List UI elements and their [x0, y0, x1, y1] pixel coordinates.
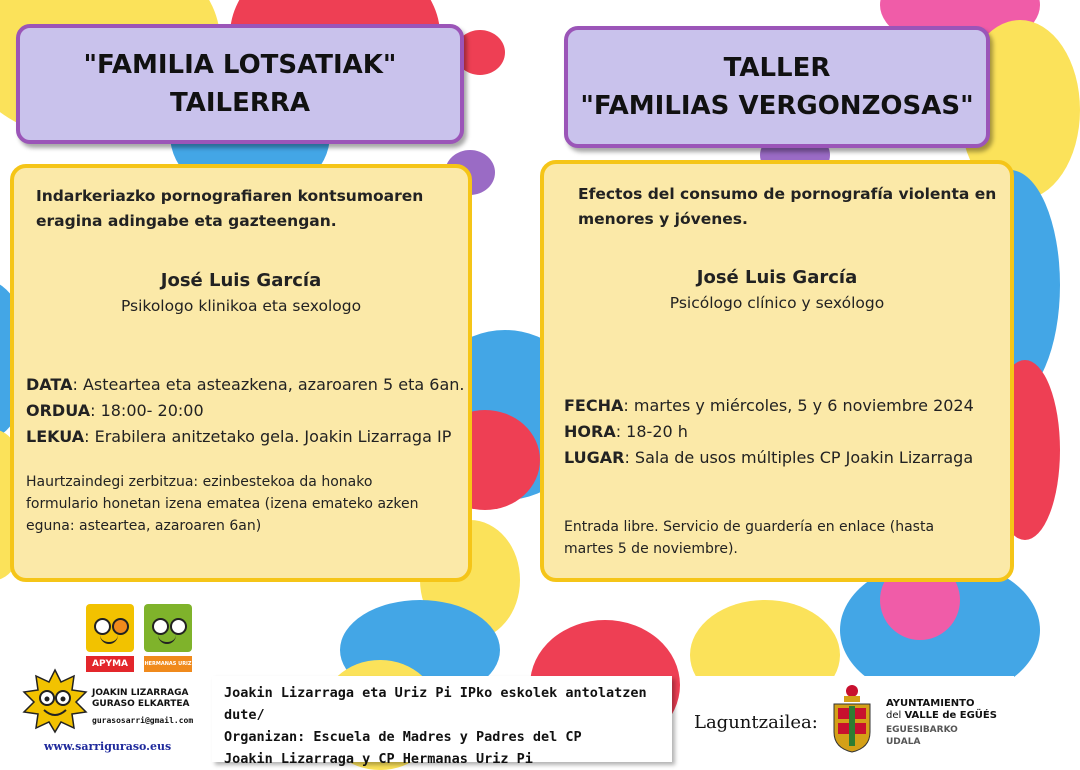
sponsor-box: [690, 676, 1014, 762]
organizers-line1: Joakin Lizarraga eta Uriz Pi IPko eskolek antolatzen dute/: [224, 685, 647, 723]
right-place-row: [564, 448, 973, 467]
right-speaker-name: José Luis García: [696, 267, 858, 288]
municipality-name-line4: UDALA: [886, 737, 921, 747]
association-email-link[interactable]: gurasosarri@gmail.com: [92, 716, 194, 725]
left-intro-line1: Indarkeriazko pornografiaren kontsumoaren: [36, 187, 424, 205]
organizers-line3: Joakin Lizarraga y CP Hermanas Uriz Pi: [224, 751, 533, 767]
right-time-row: [564, 422, 688, 441]
right-intro-line1: Efectos del consumo de pornografía violenta en: [578, 185, 997, 203]
right-time-value: : 18-20 h: [615, 422, 688, 441]
coat-of-arms-icon: [826, 682, 878, 754]
left-note-line1: Haurtzaindegi zerbitzua: ezinbestekoa da honako: [26, 474, 373, 490]
eye-icon: [112, 618, 129, 635]
apyma-label: APYMA: [86, 656, 134, 672]
left-time-value: : 18:00- 20:00: [90, 401, 204, 420]
left-title-box: [16, 24, 464, 144]
municipality-name-line1: AYUNTAMIENTO: [886, 698, 975, 709]
right-entry-note: [564, 516, 994, 560]
apyma-logo: [86, 604, 134, 652]
left-date-label: DATA: [26, 375, 73, 394]
left-title-line1: "FAMILIA LOTSATIAK": [83, 50, 397, 80]
smile-icon: [100, 634, 118, 644]
municipality-name: [886, 698, 997, 748]
organizers-box: [212, 676, 672, 767]
sponsor-label: Laguntzailea:: [694, 712, 818, 733]
left-time-row: [26, 401, 204, 420]
right-place-value: : Sala de usos múltiples CP Joakin Lizarraga: [624, 448, 974, 467]
association-website-link[interactable]: www.sarriguraso.eus: [44, 740, 172, 753]
left-speaker-name: José Luis García: [160, 270, 322, 291]
left-place-label: LEKUA: [26, 427, 85, 446]
left-date-value: : Asteartea eta asteazkena, azaroaren 5 eta 6an.: [72, 375, 465, 394]
right-date-value: : martes y miércoles, 5 y 6 noviembre 2024: [623, 396, 974, 415]
left-time-label: ORDUA: [26, 401, 91, 420]
right-title-line1: TALLER: [723, 53, 831, 83]
municipality-name-prefix: del: [886, 710, 905, 721]
association-name-line2: GURASO ELKARTEA: [92, 699, 190, 709]
left-date-row: [26, 375, 464, 394]
left-place-value: : Erabilera anitzetako gela. Joakin Lizarraga IP: [84, 427, 452, 446]
organizers-line2: Organizan: Escuela de Madres y Padres del CP: [224, 729, 582, 745]
right-title-box: [564, 26, 990, 148]
eye-icon: [94, 618, 111, 635]
left-info-panel: [10, 164, 472, 582]
right-note-line1: Entrada libre. Servicio de guardería en enlace (hasta: [564, 519, 935, 535]
right-place-label: LUGAR: [564, 448, 625, 467]
hermanas-label: HERMANAS URIZ PI: [144, 656, 192, 672]
eye-icon: [170, 618, 187, 635]
right-title-line2: "FAMILIAS VERGONZOSAS": [580, 91, 974, 121]
right-date-row: [564, 396, 974, 415]
left-speaker-role: Psikologo klinikoa eta sexologo: [120, 297, 362, 315]
municipality-name-line2: [886, 710, 997, 722]
right-speaker-role: Psicólogo clínico y sexólogo: [669, 294, 885, 312]
municipality-name-bold: VALLE de EGÜÉS: [904, 710, 997, 721]
left-childcare-note: [26, 471, 456, 537]
left-note-line3: eguna: asteartea, azaroaren 6an): [26, 518, 262, 534]
association-name-line1: JOAKIN LIZARRAGA: [92, 688, 189, 698]
eye-icon: [152, 618, 169, 635]
sun-mascot-logo: [20, 668, 90, 734]
sun-icon: [20, 668, 90, 734]
hermanas-uriz-pi-logo: [144, 604, 192, 652]
right-note-line2: martes 5 de noviembre).: [564, 541, 738, 557]
left-intro-line2: eragina adingabe eta gazteengan.: [36, 212, 337, 230]
municipality-name-line3: EGUESIBARKO: [886, 725, 958, 735]
smile-icon: [158, 634, 176, 644]
association-name: [92, 688, 189, 710]
right-time-label: HORA: [564, 422, 616, 441]
right-intro-line2: menores y jóvenes.: [578, 210, 748, 228]
left-intro: [36, 184, 423, 234]
right-date-label: FECHA: [564, 396, 624, 415]
left-title-line2: TAILERRA: [169, 88, 310, 118]
left-note-line2: formulario honetan izena ematea (izena emateko azken: [26, 496, 419, 512]
right-intro: [578, 182, 996, 232]
right-info-panel: [540, 160, 1014, 582]
left-place-row: [26, 427, 451, 446]
